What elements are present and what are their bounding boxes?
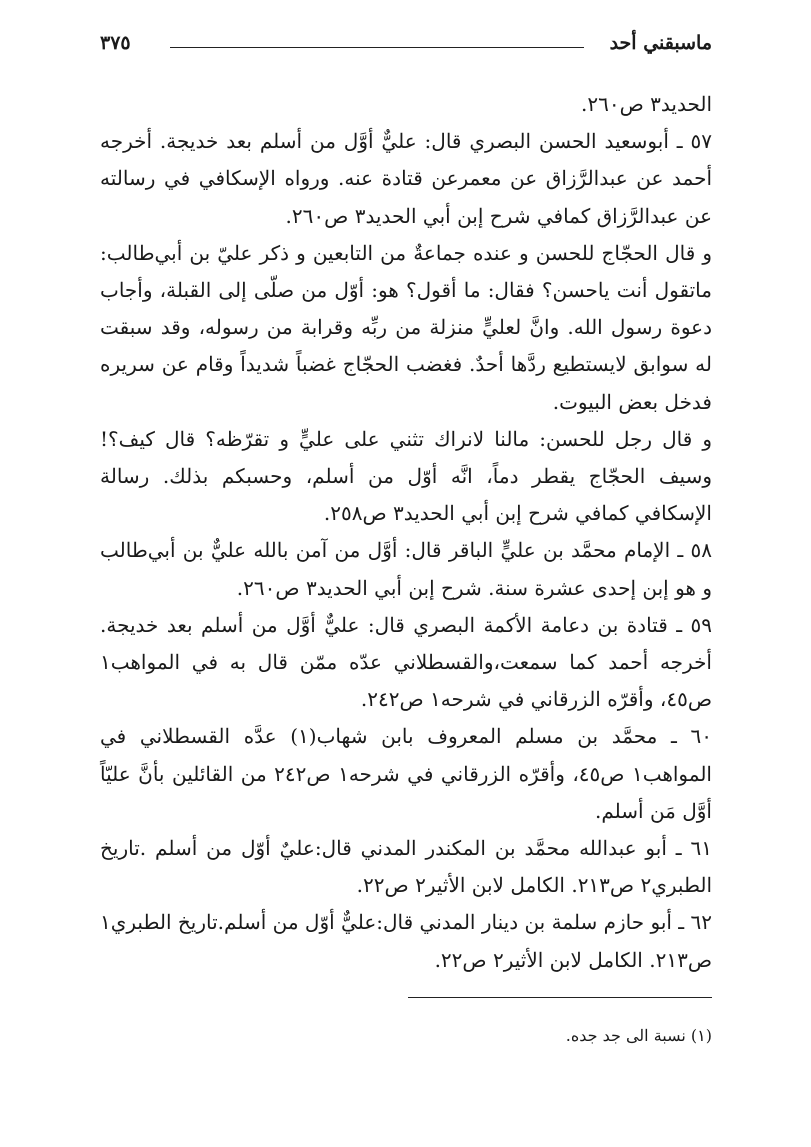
- paragraph: و قال رجل للحسن: مالنا لانراك تثني على عليٍّ و تقرّظه؟ قال كيف؟! وسيف الحجّاج يقطر دماً، انَّه أوّل من أسلم، وحسبكم بذلك. رسالة الإسكافي كمافي شرح إبن أبي الحديد٣ ص٢٥٨.: [100, 426, 712, 526]
- page-number: ٣٧٥: [100, 32, 131, 54]
- footnote-divider: [408, 997, 712, 998]
- paragraph: ٥٩ ـ قتادة بن دعامة الأكمة البصري قال: عليٌّ أوَّل من أسلم بعد خديجة. أخرجه أحمد كما سمعت،والقسطلاني عدّه ممّن قال به في المواهب١ ص٤٥، وأقرّه الزرقاني في شرحه١ ص٢٤٢.: [100, 612, 713, 712]
- paragraph: ٥٧ ـ أبوسعيد الحسن البصري قال: عليٌّ أوَّل من أسلم بعد خديجة. أخرجه أحمد عن عبدالرَّزاق عن معمرعن قتادة عنه. ورواه الإسكافي في رسالته عن عبدالرَّزاق كمافي شرح إبن أبي الحديد٣ ص٢٦٠.: [100, 129, 713, 228]
- paragraph: ٦٢ ـ أبو حازم سلمة بن دينار المدني قال:عليٌّ أوّل من أسلم.تاريخ الطبري١ ص٢١٣. الكامل لابن الأثير٢ ص٢٢.: [99, 910, 712, 972]
- paragraph: ٥٨ ـ الإمام محمَّد بن عليٍّ الباقر قال: أوَّل من آمن بالله عليٌّ بن أبي‌طالب و هو إبن إحدى عشرة سنة. شرح إبن أبي الحديد٣ ص٢٦٠.: [100, 538, 712, 600]
- page-body: [100, 86, 712, 979]
- paragraph: ٦١ ـ أبو عبدالله محمَّد بن المكندر المدني قال:عليٌ أوّل من أسلم .تاريخ الطبري٢ ص٢١٣. الكامل لابن الأثير٢ ص٢٢.: [100, 836, 712, 898]
- paragraph: و قال الحجّاج للحسن و عنده جماعةٌ من التابعين و ذكر عليّ بن أبي‌طالب: ماتقول أنت ياحسن؟ فقال: ما أقول؟ هو: أوّل من صلّى إلى القبلة، وأجاب دعوة رسول الله. وانَّ لعليٍّ منزلة من ربِّه وقرابة من رسوله، وقد سبقت له سوابق لايستطيع ردَّها أحدٌ. فغضب الحجّاج غضباً شديداً وقام عن سريره فدخل بعض البيوت.: [100, 240, 712, 414]
- footnote: (١) نسبة الى جد جده.: [565, 1025, 712, 1045]
- header-title: ماسبقني أحد: [609, 32, 712, 54]
- header-rule: [170, 47, 584, 48]
- paragraph: الحديد٣ ص٢٦٠.: [580, 92, 712, 116]
- paragraph: ٦٠ ـ محمَّد بن مسلم المعروف بابن شهاب(١) عدَّه القسطلاني في المواهب١ ص٤٥، وأقرّه الزرقاني في شرحه١ ص٢٤٢ من القائلين بأنَّ عليّاً أوَّل مَن أسلم.: [100, 724, 713, 823]
- book-page: [100, 28, 712, 1048]
- running-header: [100, 28, 712, 62]
